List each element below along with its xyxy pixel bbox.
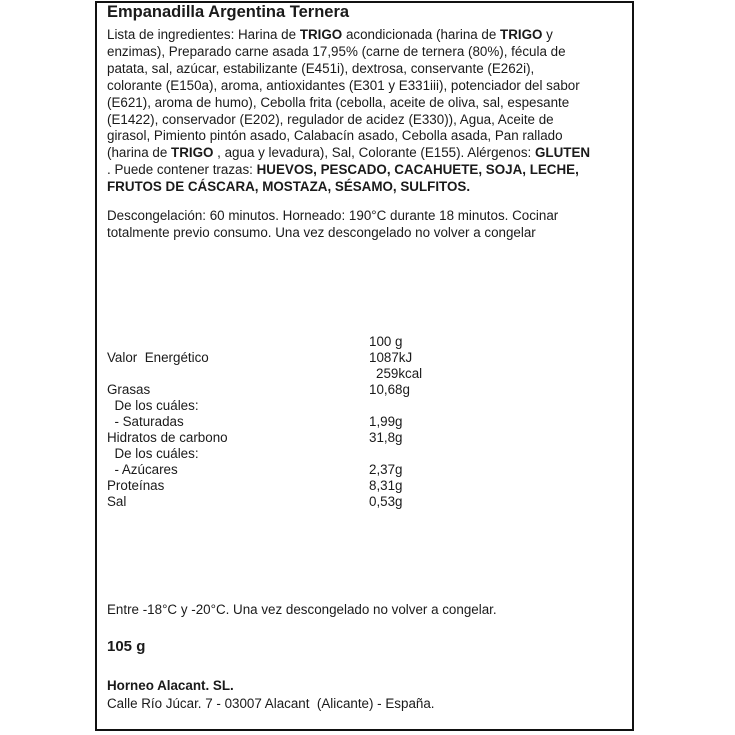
nutrient-label: Hidratos de carbono [107,430,228,445]
nutrient-label: Sal [107,494,127,509]
ingredients-line [107,44,627,61]
ingredient-text: girasol, Pimiento pintón asado, Calabacín asado, Cebolla asada, Pan rallado [107,128,563,144]
ingredients-line [107,95,627,112]
nutrient-label: - Azúcares [107,462,178,477]
product-title: Empanadilla Argentina Ternera [107,3,350,21]
nutrient-value: 0,53g [369,494,403,509]
ingredient-text: (E1422), conservador (E202), regulador de acidez (E330)), Agua, Aceite de [107,111,554,127]
nutrition-header: 100 g [369,334,403,349]
ingredient-text: (harina de [107,145,172,161]
ingredients-line [107,78,627,95]
nutrition-row [107,430,507,446]
ingredients-list [107,27,627,196]
ingredient-text: , agua y levadura), Sal, Colorante (E155). Alérgenos: [213,145,535,161]
nutrition-header-row [107,334,507,350]
company-address: Calle Río Júcar. 7 - 03007 Alacant (Alicante) - España. [107,696,435,711]
nutrient-label: De los cuáles: [107,398,199,413]
ingredients-line [107,145,627,162]
allergen-text: TRIGO [299,27,343,42]
nutrient-value: 259kcal [376,366,423,381]
nutrient-value: 8,31g [369,478,403,493]
nutrient-value: 2,37g [369,462,403,477]
ingredients-line [107,61,627,78]
ingredients-line [107,27,627,44]
nutrient-label: Valor Energético [107,350,209,365]
nutrient-label: Grasas [107,382,151,397]
company-name: Horneo Alacant. SL. [107,678,234,693]
ingredient-text: (E621), aroma de humo), Cebolla frita (cebolla, aceite de oliva, sal, espesante [107,94,570,110]
storage-instructions: Entre -18°C y -20°C. Una vez descongelado no volver a congelar. [107,602,497,617]
nutrition-row [107,462,507,478]
nutrient-label: De los cuáles: [107,446,199,461]
allergen-text: TRIGO [171,145,214,161]
nutrition-row [107,414,507,430]
allergen-text: HUEVOS, PESCADO, CACAHUETE, SOJA, LECHE, [256,162,579,178]
ingredient-text: y [542,27,553,42]
nutrition-row [107,398,507,414]
allergen-text: FRUTOS DE CÁSCARA, MOSTAZA, SÉSAMO, SULFITOS. [107,179,471,195]
nutrient-value: 1087kJ [369,350,413,365]
nutrient-value: 31,8g [369,430,403,445]
nutrient-label: Proteínas [107,478,165,493]
allergen-text: TRIGO [500,27,543,42]
preparation-line: Descongelación: 60 minutos. Horneado: 190°C durante 18 minutos. Cocinar [107,208,559,223]
ingredient-text: . Puede contener trazas: [107,162,257,178]
nutrition-row [107,350,507,366]
ingredient-text: enzimas), Preparado carne asada 17,95% (carne de ternera (80%), fécula de [107,43,566,59]
nutrition-row [107,366,507,382]
ingredients-line [107,162,627,179]
ingredients-line [107,128,627,145]
nutrition-table [107,334,507,510]
ingredient-text: acondicionada (harina de [342,27,501,42]
ingredient-text: colorante (E150a), aroma, antioxidantes (E301 y E331iii), potenciador del sabor [107,77,580,93]
allergen-text: GLUTEN [535,145,591,161]
ingredients-line [107,112,627,129]
nutrient-value: 10,68g [369,382,410,397]
ingredients-line [107,179,627,196]
nutrition-row [107,478,507,494]
ingredient-text: patata, sal, azúcar, estabilizante (E451i), dextrosa, conservante (E262i), [107,60,535,76]
net-weight: 105 g [107,638,146,655]
ingredient-text: Lista de ingredientes: Harina de [107,27,300,42]
preparation-line: totalmente previo consumo. Una vez descongelado no volver a congelar [107,225,536,240]
nutrition-row [107,494,507,510]
nutrition-row [107,382,507,398]
preparation-instructions [107,207,627,241]
nutrition-row [107,446,507,462]
nutrient-value: 1,99g [369,414,403,429]
nutrient-label: - Saturadas [107,414,184,429]
